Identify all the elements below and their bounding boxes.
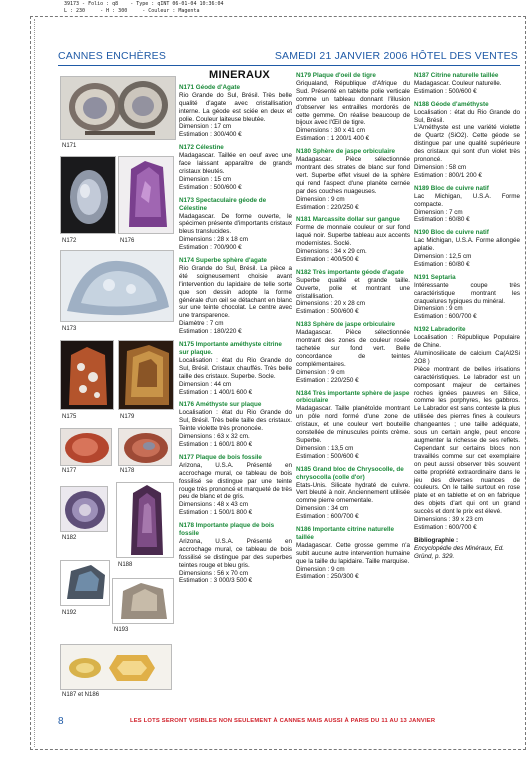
lot-entry [179, 144, 292, 191]
lot-dimension: Dimensions : 56 x 70 cm [179, 569, 248, 577]
lot-title: N178 Importante plaque de bois fossile [179, 522, 275, 538]
lot-description: Superbe qualité et grande taille. Ouverte, polie et montrant une cristallisation. [296, 276, 410, 300]
lot-entry [414, 185, 520, 225]
lot-estimate: Estimation : 220/250 € [296, 203, 359, 211]
lot-description: Arizona, U.S.A. Présenté en accrochage mural, ce tableau de bois fossilisé se distingue par des superbes teintes rouge et bleu gris. [179, 537, 292, 569]
photo-septaria [112, 578, 174, 624]
lot-title: N187 Citrine naturelle taillée [414, 72, 499, 79]
label-n173: N173 [62, 326, 77, 332]
header-sale-date: SAMEDI 21 JANVIER 2006 HÔTEL DES VENTES [274, 50, 518, 62]
lot-column-3 [414, 72, 520, 561]
label-n192: N192 [62, 610, 77, 616]
lot-description: Griqualand, République d'Afrique du Sud. Présenté en tablette polie verticale comme un tableau donnant l'illusion d'observer les entrailles mordorés de cette gemme. On réalise beaucoup de bijoux avec l'Œil de tigre. [296, 79, 410, 127]
photo-celestine [60, 156, 116, 234]
bibliography-reference: Encyclopédie des Minéraux, Ed. Gründ, p. 329. [414, 544, 504, 560]
lot-estimate: Estimation : 600/700 € [414, 523, 477, 531]
lot-description: Rio Grande do Sul, Brésil. La pièce a été soigneusement choisie avant l'intervention du lapidaire de telle sorte que son dessin adopte la forme générale d'un œil se détachant en blanc sur une teinte chocolat. Le centre avec une transparence. [179, 264, 292, 320]
lot-description: Aluminosilicate de calcium Ca(Al2Si 2O8 ) [414, 350, 520, 365]
lot-description: Lac Michigan, U.S.A. Forme allongée aplatie. [414, 237, 520, 253]
lot-description: Intéressante coupe très caractéristique montrant les craquelures typiques du minéral. [414, 281, 520, 305]
label-n193: N193 [114, 627, 129, 633]
lot-dimension: Diamètre : 7 cm [179, 320, 224, 328]
lot-description: Localisation : état du Rio Grande do Sul, Brésil. Très belle taille des cristaux. Teinte violette très prononcée. [179, 409, 292, 433]
lot-estimate: Estimation : 1 600/1 800 € [179, 440, 253, 448]
lot-entry [296, 526, 410, 581]
lot-title: N184 Très importante sphère de jaspe orbiculaire [296, 389, 410, 405]
lot-estimate: Estimation : 1 200/1 400 € [296, 135, 370, 143]
lot-description: Pièce montrant de belles irisations caractéristiques. Le labrador est un composant majeur de certaines roches ignées pauvres en Silice, comme les porphyres, les gabbros. Le Labrador est sans conteste la plus utilisée des pierres fines à couleurs changeantes ; une taille adéquate, sous un certain angle, peut encore augmenter la richesse de ses reflets. Cependant sur certains blocs non travaillés comme sur cet exemplaire on peut aussi observer très souvent cette propriété extraordinaire dans le jeu des diverses nuances de couleurs. On le taille surtout en rose plate et en tablette et on en fabrique des objets d'art qui ont un grand succès et dont le prix est élevé. [414, 365, 520, 516]
lot-title: N176 Améthyste sur plaque [179, 401, 262, 409]
lot-title: N179 Plaque d'oeil de tigre [296, 72, 376, 79]
lot-dimension: Dimension : 9 cm [296, 368, 345, 376]
photo-amethyst-geode [116, 482, 174, 558]
lot-title: N191 Septaria [414, 273, 456, 281]
lot-estimate: Estimation : 700/900 € [179, 244, 242, 252]
lot-title: N190 Bloc de cuivre natif [414, 229, 489, 237]
lot-dimension: Dimension : 44 cm [179, 380, 232, 388]
lot-description: Madagascar. Pièce sélectionnée montrant des zones de couleur rosée tachetée sur fond vert. Belle concordance de teintes complémentaires. [296, 329, 410, 368]
lot-dimension: Dimension : 12,5 cm [414, 253, 472, 261]
lot-entry [296, 216, 410, 263]
lot-estimate: Estimation : 400/500 € [296, 255, 359, 263]
lot-dimension: Dimension : 7 cm [414, 208, 463, 216]
label-n176: N176 [120, 238, 135, 244]
lot-entry [296, 148, 410, 211]
lot-description: Localisation : état du Rio Grande do Sul, Brésil. Cristaux chauffés. Très belle taille des cristaux. Superbe. Socle. [179, 356, 292, 380]
section-title: MINERAUX [209, 69, 271, 81]
lot-entry [179, 84, 292, 139]
lot-title: N177 Plaque de bois fossile [179, 453, 262, 461]
lot-description: Madagascar. Cette grosse gemme n'a subit aucune autre intervention humaine que la taille du lapidaire. Taille marquise. [296, 541, 410, 565]
lot-estimate: Estimation : 600/700 € [414, 313, 477, 321]
lot-estimate: Estimation : 60/80 € [414, 216, 470, 224]
printer-slug [64, 1, 484, 14]
lot-estimate: Estimation : 3 000/3 500 € [179, 577, 253, 585]
lot-description: Localisation : état du Rio Grande do Sul, Brésil. [414, 108, 520, 124]
lot-estimate: Estimation : 60/80 € [414, 260, 470, 268]
lot-title: N189 Bloc de cuivre natif [414, 184, 489, 192]
lot-description: Etats-Unis. Silicate hydraté de cuivre. Vert bleuté à noir. Anciennement utilisée comme pierre ornementale. [296, 481, 410, 505]
lot-estimate: Estimation : 220/250 € [296, 376, 359, 384]
lot-entry [179, 401, 292, 448]
label-n171: N171 [62, 143, 77, 149]
lot-title: N174 Superbe sphère d'agate [179, 257, 267, 265]
lot-description: Madagascar. Pièce sélectionnée montrant des strates de blanc sur fond vert. Superbe effet visuel de la sphère qui rend l'aspect d'une planète cernée par des couches nuageuses. [296, 156, 410, 195]
lot-estimate: Estimation : 500/600 € [296, 308, 359, 316]
lot-estimate: Estimation : 1 400/1 600 € [179, 388, 253, 396]
lot-estimate: Estimation : 180/220 € [179, 328, 242, 336]
lot-title: N172 Célestine [179, 144, 224, 152]
footer-notice: LES LOTS SERONT VISIBLES NON SEULEMENT À CANNES MAIS AUSSI À PARIS DU 11 AU 13 JANVIER [130, 718, 436, 724]
lot-entry [179, 454, 292, 517]
lot-dimension: Dimension : 9 cm [414, 305, 463, 313]
label-n179: N179 [120, 414, 135, 420]
lot-dimension: Dimensions : 39 x 23 cm [414, 516, 483, 524]
lot-entry [414, 101, 520, 180]
lot-title: N185 Grand bloc de Chrysocolle, de chrysocolla (colle d'or) [296, 465, 404, 481]
lot-estimate: Estimation : 1 500/1 800 € [179, 509, 253, 517]
photo-tiger-eye [118, 340, 174, 410]
lot-description: Madagascar. De forme ouverte, le spécimen présente d'importants cristaux bleus translucides. [179, 212, 292, 236]
lot-entry [296, 390, 410, 461]
lot-title: N183 Sphère de jaspe orbiculaire [296, 321, 396, 329]
lot-entry [296, 321, 410, 384]
lot-entry [414, 229, 520, 269]
lot-estimate: Estimation : 500/600 € [179, 183, 242, 191]
photo-fossil-wood-large [118, 428, 172, 466]
lot-description: Lac Michigan, U.S.A. Forme compacte. [414, 192, 520, 208]
lot-dimension: Dimensions : 28 x 18 cm [179, 236, 248, 244]
photo-labradorite [60, 560, 110, 606]
lot-description: Madagascar. Couleur naturelle. [414, 79, 502, 87]
lot-description: Forme de monnaie couleur or sur fond laqué noir. Superbe tableau aux accents modernistes. Soclé. [296, 224, 410, 248]
photo-citrine-amethyst [60, 340, 114, 410]
label-n178: N178 [120, 468, 135, 474]
label-n182: N182 [62, 535, 77, 541]
lot-estimate: Estimation : 600/700 € [296, 513, 359, 521]
lot-estimate: Estimation : 300/400 € [179, 131, 242, 139]
lot-estimate: Estimation : 500/600 € [414, 87, 477, 95]
lot-entry [296, 466, 410, 521]
label-n188: N188 [118, 562, 133, 568]
lot-dimension: Dimension : 17 cm [179, 123, 232, 131]
lot-entry [296, 269, 410, 316]
lot-title: N186 Importante citrine naturelle taillée [296, 526, 394, 541]
lot-entry [414, 72, 520, 96]
lot-dimension: Dimensions : 48 x 43 cm [179, 501, 248, 509]
lot-estimate: Estimation : 800/1 200 € [414, 171, 482, 179]
lot-dimension: Dimension : 34 cm [296, 505, 349, 513]
label-n172: N172 [62, 238, 77, 244]
lot-description: Arizona, U.S.A. Présenté en accrochage mural, ce tableau de bois fossilisé se distingue par une teinte rouge très prononcé et marqueté de très peu de blanc et de gris. [179, 461, 292, 501]
photo-agate-geode-large [60, 486, 108, 532]
lot-dimension: Dimension : 13,5 cm [296, 444, 354, 452]
lot-dimension: Dimension : 9 cm [296, 565, 345, 573]
lot-estimate: Estimation : 250/300 € [296, 573, 359, 581]
lot-title: N171 Géode d'Agate [179, 83, 240, 91]
photo-amethyst-plate [118, 156, 174, 234]
lot-entry [414, 326, 520, 532]
lot-dimension: Dimensions : 63 x 32 cm. [179, 433, 250, 441]
lot-description: Madagascar. Taillée en oeuf avec une face laissant apparaître de grands cristaux bleutés. [179, 152, 292, 175]
lot-description: Rio Grande do Sul, Brésil. Très belle qualité d'agate avec cristallisation interne. La géode est sciée en deux et polie. Couleur laiteuse bleutée. [179, 91, 292, 123]
photo-citrine-gems [60, 644, 172, 690]
lot-entry [414, 274, 520, 321]
label-n175: N175 [62, 414, 77, 420]
photo-agate-geode [60, 76, 176, 140]
lot-title: N175 Importante améthyste citrine sur plaque. [179, 341, 282, 356]
slug-line-1: 39173 - Folio : q8 - Type : qINT 06-01-04 10:36:04 [64, 1, 224, 7]
lot-description: L'Améthyste est une variété violette de Quartz (SiO2). Cette géode se distingue par une qualité supérieure des cristaux qui sont d'un violet très prononcé. [414, 124, 520, 164]
lot-entry [179, 341, 292, 396]
photo-celestine-geode [60, 250, 174, 322]
lot-column-2 [296, 72, 410, 586]
lot-dimension: Dimension : 9 cm [296, 195, 345, 203]
label-n177: N177 [62, 468, 77, 474]
lot-entry [179, 197, 292, 252]
lot-entry [296, 72, 410, 143]
lot-entry [179, 257, 292, 336]
lot-title: N173 Spectaculaire géode de Célestine [179, 196, 267, 212]
lot-title: N188 Géode d'améthyste [414, 100, 489, 108]
header-rule [58, 65, 520, 66]
lot-estimate: Estimation : 500/600 € [296, 452, 359, 460]
lot-description: Madagascar. Taille planétoïde montrant un pôle nord formé d'une zone de cristaux, et une couleur vert bouteille constellée de minuscules points crème. Superbe. [296, 405, 410, 444]
lot-entry [179, 522, 292, 585]
lot-title: N180 Sphère de jaspe orbiculaire [296, 148, 396, 156]
page-number: 8 [58, 716, 64, 727]
slug-line-2: L : 230 - H : 300 - Couleur : Magenta [64, 7, 200, 14]
lot-title: N181 Marcassite dollar sur gangue [296, 216, 400, 224]
lot-description: Localisation : République Populaire de Chine. [414, 334, 520, 350]
photo-fossil-wood [60, 428, 112, 466]
label-n187-n186: N187 et N186 [62, 692, 100, 698]
lot-dimension: Dimensions : 34 x 29 cm. [296, 248, 367, 256]
bibliography-title: Bibliographie : [414, 536, 459, 544]
lot-title: N182 Très importante géode d'agate [296, 268, 404, 276]
lot-dimension: Dimensions : 30 x 41 cm [296, 127, 365, 135]
lot-dimension: Dimensions : 20 x 28 cm [296, 300, 365, 308]
header-auction-house: CANNES ENCHÈRES [58, 50, 167, 62]
lot-dimension: Dimension : 15 cm [179, 175, 232, 183]
lot-column-1 [179, 69, 292, 590]
lot-dimension: Dimension : 58 cm [414, 163, 467, 171]
lot-title: N192 Labradorite [414, 326, 466, 334]
